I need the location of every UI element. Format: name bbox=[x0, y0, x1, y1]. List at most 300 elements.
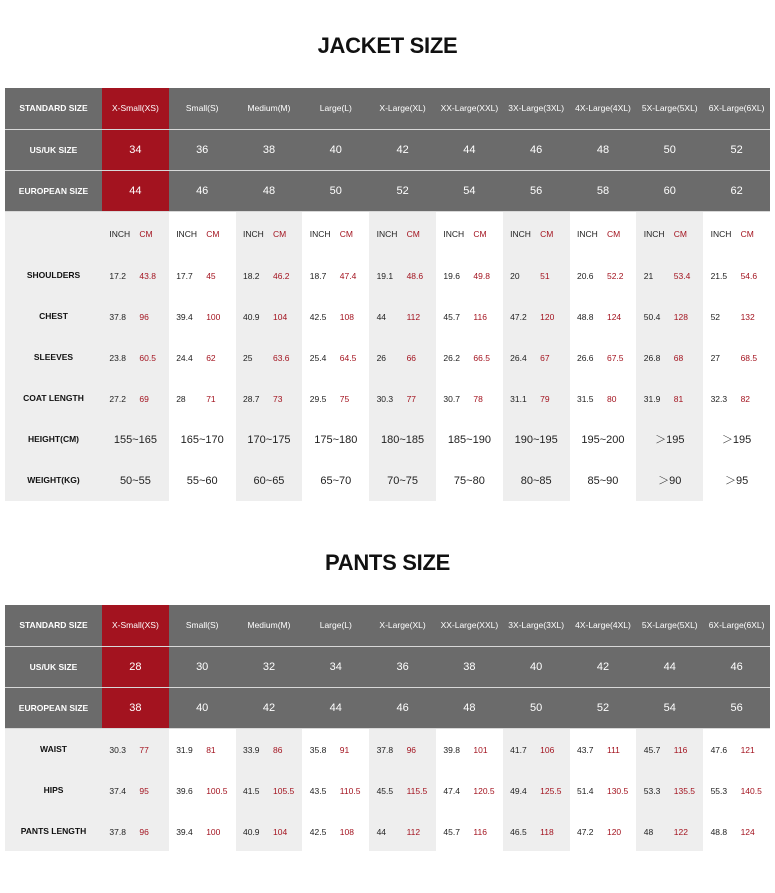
measure-cell bbox=[703, 769, 770, 810]
header-cell: 50 bbox=[302, 170, 369, 211]
inch-value: 19.6 bbox=[443, 270, 460, 281]
cm-value: 115.5 bbox=[406, 785, 428, 796]
inch-value: 48 bbox=[643, 826, 654, 837]
cm-value: 81 bbox=[673, 393, 684, 404]
measure-row bbox=[5, 769, 770, 810]
header-cell: Large(L) bbox=[302, 605, 369, 646]
measure-row bbox=[5, 295, 770, 336]
inch-value: 25 bbox=[242, 352, 253, 363]
cm-value: 51 bbox=[540, 270, 550, 281]
header-cell: 34 bbox=[102, 129, 169, 170]
cm-value: 68.5 bbox=[740, 352, 758, 363]
measure-cell bbox=[236, 295, 303, 336]
measure-cell bbox=[436, 769, 503, 810]
header-cell: 4X-Large(4XL) bbox=[570, 605, 637, 646]
header-cell: X-Large(XL) bbox=[369, 88, 436, 129]
range-cell bbox=[436, 418, 503, 460]
cm-value: 135.5 bbox=[673, 785, 696, 796]
header-cell: 5X-Large(5XL) bbox=[636, 88, 703, 129]
inch-value: 47.2 bbox=[510, 311, 527, 322]
inch-value: 27 bbox=[710, 352, 721, 363]
measure-cell bbox=[503, 769, 570, 810]
inch-value: 39.4 bbox=[176, 311, 193, 322]
cm-value: 116 bbox=[673, 744, 688, 755]
range-cell bbox=[503, 418, 570, 460]
cm-value: 112 bbox=[406, 826, 421, 837]
header-cell: 28 bbox=[102, 646, 169, 687]
cm-value: 54.6 bbox=[740, 270, 758, 281]
measure-cell bbox=[703, 295, 770, 336]
header-cell: 46 bbox=[169, 170, 236, 211]
range-cell bbox=[169, 460, 236, 502]
header-cell: 44 bbox=[436, 129, 503, 170]
cm-value: 120 bbox=[540, 311, 555, 322]
cm-unit-label: CM bbox=[139, 228, 153, 239]
header-cell: 56 bbox=[703, 687, 770, 728]
range-row bbox=[5, 418, 770, 460]
cm-value: 62 bbox=[206, 352, 216, 363]
measure-cell bbox=[369, 810, 436, 851]
header-cell: Small(S) bbox=[169, 88, 236, 129]
inch-value: 17.7 bbox=[176, 270, 193, 281]
header-cell: XX-Large(XXL) bbox=[436, 605, 503, 646]
measure-row bbox=[5, 254, 770, 295]
range-cell bbox=[703, 418, 770, 460]
range-value: 175~180 bbox=[314, 433, 358, 446]
header-cell: Large(L) bbox=[302, 88, 369, 129]
cm-value: 100 bbox=[206, 311, 221, 322]
range-value: 170~175 bbox=[247, 433, 291, 446]
measure-cell bbox=[302, 728, 369, 769]
cm-unit-label: CM bbox=[473, 228, 487, 239]
header-cell: 46 bbox=[503, 129, 570, 170]
cm-value: 110.5 bbox=[339, 785, 361, 796]
cm-value: 60.5 bbox=[139, 352, 156, 363]
cm-value: 78 bbox=[473, 393, 483, 404]
range-value: 65~70 bbox=[320, 475, 352, 488]
inch-value: 35.8 bbox=[309, 744, 327, 755]
row-label: EUROPEAN SIZE bbox=[5, 687, 102, 728]
inch-value: 50.4 bbox=[643, 311, 661, 322]
measure-cell bbox=[636, 810, 703, 851]
measure-cell bbox=[369, 769, 436, 810]
inch-value: 49.4 bbox=[510, 785, 527, 796]
measure-label: SLEEVES bbox=[5, 336, 102, 377]
measure-cell bbox=[236, 336, 303, 377]
measure-cell bbox=[169, 728, 236, 769]
cm-value: 124 bbox=[606, 311, 622, 322]
measure-cell bbox=[169, 810, 236, 851]
inch-value: 26.6 bbox=[576, 352, 594, 363]
header-row bbox=[5, 646, 770, 687]
jacket-size-table bbox=[5, 88, 770, 501]
header-cell: 52 bbox=[570, 687, 637, 728]
measure-cell bbox=[636, 254, 703, 295]
inch-value: 26 bbox=[376, 352, 387, 363]
range-cell bbox=[102, 418, 169, 460]
measure-label: SHOULDERS bbox=[5, 254, 102, 295]
inch-value: 39.4 bbox=[176, 826, 193, 837]
measure-cell bbox=[570, 769, 637, 810]
cm-value: 96 bbox=[406, 744, 417, 755]
header-cell: 38 bbox=[436, 646, 503, 687]
inch-unit-label: INCH bbox=[109, 228, 131, 239]
measure-cell bbox=[236, 728, 303, 769]
row-label: EUROPEAN SIZE bbox=[5, 170, 102, 211]
cm-value: 100.5 bbox=[206, 785, 228, 796]
measure-cell bbox=[636, 336, 703, 377]
inch-value: 52 bbox=[710, 311, 721, 322]
inch-value: 47.2 bbox=[576, 826, 594, 837]
cm-value: 96 bbox=[139, 826, 149, 837]
inch-unit-label: INCH bbox=[576, 228, 598, 239]
measure-cell bbox=[302, 377, 369, 418]
header-cell: 3X-Large(3XL) bbox=[503, 88, 570, 129]
range-value: 50~55 bbox=[119, 475, 151, 488]
range-cell bbox=[636, 460, 703, 502]
inch-value: 44 bbox=[376, 826, 387, 837]
inch-value: 55.3 bbox=[710, 785, 728, 796]
measure-cell bbox=[436, 254, 503, 295]
inch-value: 30.3 bbox=[109, 744, 126, 755]
header-cell: 58 bbox=[570, 170, 637, 211]
range-value: 165~170 bbox=[180, 433, 224, 446]
cm-value: 140.5 bbox=[740, 785, 762, 796]
cm-value: 75 bbox=[339, 393, 350, 404]
measure-cell bbox=[102, 728, 169, 769]
measure-cell bbox=[503, 295, 570, 336]
measure-label: WAIST bbox=[5, 728, 102, 769]
measure-cell bbox=[302, 769, 369, 810]
measure-cell bbox=[570, 377, 637, 418]
header-cell: 48 bbox=[236, 170, 303, 211]
cm-value: 86 bbox=[272, 744, 283, 755]
header-cell: 62 bbox=[703, 170, 770, 211]
cm-value: 66.5 bbox=[473, 352, 490, 363]
header-cell: 3X-Large(3XL) bbox=[503, 605, 570, 646]
header-cell: 50 bbox=[636, 129, 703, 170]
cm-value: 104 bbox=[272, 826, 288, 837]
cm-value: 124 bbox=[740, 826, 755, 837]
unit-cell bbox=[570, 211, 637, 254]
cm-unit-label: CM bbox=[206, 228, 220, 239]
inch-unit-label: INCH bbox=[510, 228, 531, 239]
measure-cell bbox=[636, 295, 703, 336]
range-label: HEIGHT(CM) bbox=[5, 418, 102, 460]
measure-cell bbox=[369, 254, 436, 295]
measure-cell bbox=[302, 810, 369, 851]
unit-cell bbox=[703, 211, 770, 254]
measure-cell bbox=[570, 254, 637, 295]
unit-cell bbox=[169, 211, 236, 254]
header-cell: 34 bbox=[302, 646, 369, 687]
range-value: 55~60 bbox=[186, 475, 218, 488]
inch-value: 20.6 bbox=[576, 270, 594, 281]
cm-value: 116 bbox=[473, 826, 487, 837]
measure-cell bbox=[169, 377, 236, 418]
range-cell bbox=[236, 418, 303, 460]
header-row bbox=[5, 170, 770, 211]
measure-cell bbox=[703, 336, 770, 377]
header-cell: 40 bbox=[503, 646, 570, 687]
range-cell bbox=[570, 418, 637, 460]
header-cell: 52 bbox=[703, 129, 770, 170]
measure-cell bbox=[436, 295, 503, 336]
inch-value: 26.4 bbox=[510, 352, 527, 363]
inch-value: 43.7 bbox=[576, 744, 594, 755]
measure-row bbox=[5, 810, 770, 851]
cm-value: 47.4 bbox=[339, 270, 357, 281]
cm-value: 68 bbox=[673, 352, 684, 363]
inch-value: 31.1 bbox=[510, 393, 527, 404]
unit-cell bbox=[302, 211, 369, 254]
measure-cell bbox=[636, 377, 703, 418]
measure-cell bbox=[236, 810, 303, 851]
inch-value: 24.4 bbox=[176, 352, 193, 363]
cm-value: 116 bbox=[473, 311, 487, 322]
header-cell: 44 bbox=[102, 170, 169, 211]
range-value: 180~185 bbox=[381, 433, 425, 446]
measure-cell bbox=[503, 377, 570, 418]
cm-unit-label: CM bbox=[673, 228, 687, 239]
cm-value: 104 bbox=[272, 311, 288, 322]
inch-value: 48.8 bbox=[710, 826, 728, 837]
header-cell: Small(S) bbox=[169, 605, 236, 646]
range-value: 75~80 bbox=[453, 475, 485, 488]
inch-value: 39.8 bbox=[443, 744, 460, 755]
cm-value: 63.6 bbox=[272, 352, 290, 363]
unit-cell bbox=[236, 211, 303, 254]
cm-value: 48.6 bbox=[406, 270, 424, 281]
header-cell: 60 bbox=[636, 170, 703, 211]
inch-value: 21 bbox=[643, 270, 654, 281]
measure-cell bbox=[636, 728, 703, 769]
header-row bbox=[5, 605, 770, 646]
range-cell bbox=[636, 418, 703, 460]
cm-value: 108 bbox=[339, 826, 354, 837]
inch-value: 41.5 bbox=[242, 785, 260, 796]
measure-label: CHEST bbox=[5, 295, 102, 336]
measure-cell bbox=[436, 810, 503, 851]
cm-value: 43.8 bbox=[139, 270, 156, 281]
cm-value: 46.2 bbox=[272, 270, 290, 281]
cm-unit-label: CM bbox=[606, 228, 621, 239]
inch-value: 42.5 bbox=[309, 311, 327, 322]
header-cell: 56 bbox=[503, 170, 570, 211]
measure-cell bbox=[436, 336, 503, 377]
header-row bbox=[5, 687, 770, 728]
header-cell: 30 bbox=[169, 646, 236, 687]
cm-value: 67 bbox=[540, 352, 550, 363]
cm-value: 79 bbox=[540, 393, 550, 404]
cm-unit-label: CM bbox=[740, 228, 754, 239]
range-label: WEIGHT(KG) bbox=[5, 460, 102, 502]
measure-cell bbox=[570, 295, 637, 336]
range-value: 185~190 bbox=[447, 433, 491, 446]
measure-cell bbox=[369, 295, 436, 336]
header-cell: 5X-Large(5XL) bbox=[636, 605, 703, 646]
cm-value: 69 bbox=[139, 393, 149, 404]
inch-value: 43.5 bbox=[309, 785, 327, 796]
range-value: 85~90 bbox=[587, 475, 619, 488]
inch-value: 40.9 bbox=[242, 826, 260, 837]
cm-value: 121 bbox=[740, 744, 755, 755]
inch-value: 33.9 bbox=[242, 744, 260, 755]
cm-value: 67.5 bbox=[606, 352, 624, 363]
inch-unit-label: INCH bbox=[309, 228, 331, 239]
cm-value: 100 bbox=[206, 826, 221, 837]
header-cell: 46 bbox=[703, 646, 770, 687]
measure-cell bbox=[169, 769, 236, 810]
range-cell bbox=[503, 460, 570, 502]
inch-value: 51.4 bbox=[576, 785, 594, 796]
range-value: 80~85 bbox=[520, 475, 552, 488]
header-cell: 48 bbox=[570, 129, 637, 170]
range-value: 155~165 bbox=[113, 433, 157, 446]
header-cell: 42 bbox=[369, 129, 436, 170]
inch-value: 28 bbox=[176, 393, 186, 404]
measure-cell bbox=[570, 336, 637, 377]
range-value: 70~75 bbox=[387, 475, 419, 488]
cm-unit-label: CM bbox=[339, 228, 354, 239]
unit-cell bbox=[436, 211, 503, 254]
inch-value: 45.5 bbox=[376, 785, 394, 796]
header-cell: XX-Large(XXL) bbox=[436, 88, 503, 129]
cm-value: 128 bbox=[673, 311, 688, 322]
cm-value: 112 bbox=[406, 311, 421, 322]
inch-value: 23.8 bbox=[109, 352, 126, 363]
inch-value: 31.9 bbox=[643, 393, 661, 404]
inch-value: 40.9 bbox=[242, 311, 260, 322]
header-cell: 6X-Large(6XL) bbox=[703, 605, 770, 646]
range-value: ＞95 bbox=[724, 475, 749, 488]
measure-cell bbox=[236, 377, 303, 418]
measure-label: HIPS bbox=[5, 769, 102, 810]
header-cell: 40 bbox=[169, 687, 236, 728]
inch-value: 30.7 bbox=[443, 393, 460, 404]
header-cell: 36 bbox=[369, 646, 436, 687]
cm-value: 96 bbox=[139, 311, 149, 322]
cm-value: 105.5 bbox=[272, 785, 295, 796]
unit-row-label bbox=[5, 211, 102, 254]
measure-cell bbox=[570, 810, 637, 851]
range-cell bbox=[703, 460, 770, 502]
header-row bbox=[5, 88, 770, 129]
cm-value: 132 bbox=[740, 311, 755, 322]
cm-value: 122 bbox=[673, 826, 688, 837]
unit-cell bbox=[102, 211, 169, 254]
measure-cell bbox=[703, 377, 770, 418]
range-value: 190~195 bbox=[514, 433, 558, 446]
range-cell bbox=[436, 460, 503, 502]
measure-cell bbox=[302, 295, 369, 336]
inch-value: 47.6 bbox=[710, 744, 728, 755]
range-cell bbox=[102, 460, 169, 502]
inch-value: 45.7 bbox=[443, 826, 460, 837]
cm-value: 91 bbox=[339, 744, 350, 755]
measure-cell bbox=[703, 728, 770, 769]
inch-value: 37.8 bbox=[376, 744, 394, 755]
row-label: US/UK SIZE bbox=[5, 646, 102, 687]
inch-value: 18.2 bbox=[242, 270, 260, 281]
cm-value: 73 bbox=[272, 393, 283, 404]
range-value: 60~65 bbox=[253, 475, 285, 488]
row-label: STANDARD SIZE bbox=[5, 88, 102, 129]
inch-unit-label: INCH bbox=[643, 228, 665, 239]
inch-value: 47.4 bbox=[443, 785, 460, 796]
header-cell: 42 bbox=[570, 646, 637, 687]
header-cell: 32 bbox=[236, 646, 303, 687]
cm-unit-label: CM bbox=[540, 228, 554, 239]
measure-cell bbox=[102, 769, 169, 810]
inch-value: 39.6 bbox=[176, 785, 193, 796]
inch-value: 17.2 bbox=[109, 270, 126, 281]
cm-value: 120 bbox=[606, 826, 622, 837]
inch-value: 37.4 bbox=[109, 785, 126, 796]
range-cell bbox=[302, 460, 369, 502]
inch-value: 19.1 bbox=[376, 270, 394, 281]
header-cell: X-Large(XL) bbox=[369, 605, 436, 646]
measure-label: PANTS LENGTH bbox=[5, 810, 102, 851]
pants-size-table bbox=[5, 605, 770, 851]
inch-value: 26.8 bbox=[643, 352, 661, 363]
inch-unit-label: INCH bbox=[710, 228, 732, 239]
inch-value: 41.7 bbox=[510, 744, 527, 755]
measure-cell bbox=[570, 728, 637, 769]
cm-value: 80 bbox=[606, 393, 617, 404]
measure-cell bbox=[503, 728, 570, 769]
unit-cell bbox=[503, 211, 570, 254]
inch-value: 29.5 bbox=[309, 393, 327, 404]
range-cell bbox=[369, 418, 436, 460]
range-cell bbox=[169, 418, 236, 460]
measure-cell bbox=[102, 810, 169, 851]
measure-cell bbox=[302, 254, 369, 295]
header-cell: 54 bbox=[436, 170, 503, 211]
cm-value: 108 bbox=[339, 311, 354, 322]
measure-cell bbox=[503, 810, 570, 851]
measure-row bbox=[5, 728, 770, 769]
measure-cell bbox=[169, 254, 236, 295]
row-label: US/UK SIZE bbox=[5, 129, 102, 170]
unit-cell bbox=[369, 211, 436, 254]
cm-value: 77 bbox=[406, 393, 417, 404]
inch-value: 48.8 bbox=[576, 311, 594, 322]
inch-value: 45.7 bbox=[443, 311, 460, 322]
unit-cell bbox=[636, 211, 703, 254]
measure-cell bbox=[102, 295, 169, 336]
header-cell: 44 bbox=[636, 646, 703, 687]
header-cell: 40 bbox=[302, 129, 369, 170]
cm-value: 66 bbox=[406, 352, 417, 363]
cm-value: 130.5 bbox=[606, 785, 629, 796]
inch-value: 37.8 bbox=[109, 311, 126, 322]
cm-value: 52.2 bbox=[606, 270, 624, 281]
measure-cell bbox=[369, 377, 436, 418]
measure-cell bbox=[703, 810, 770, 851]
pants-title: PANTS SIZE bbox=[325, 550, 450, 575]
header-cell: X-Small(XS) bbox=[102, 88, 169, 129]
measure-cell bbox=[503, 254, 570, 295]
header-cell: 36 bbox=[169, 129, 236, 170]
inch-value: 20 bbox=[510, 270, 520, 281]
cm-value: 71 bbox=[206, 393, 216, 404]
header-cell: X-Small(XS) bbox=[102, 605, 169, 646]
range-cell bbox=[369, 460, 436, 502]
header-cell: 6X-Large(6XL) bbox=[703, 88, 770, 129]
inch-value: 21.5 bbox=[710, 270, 728, 281]
cm-value: 118 bbox=[540, 826, 554, 837]
